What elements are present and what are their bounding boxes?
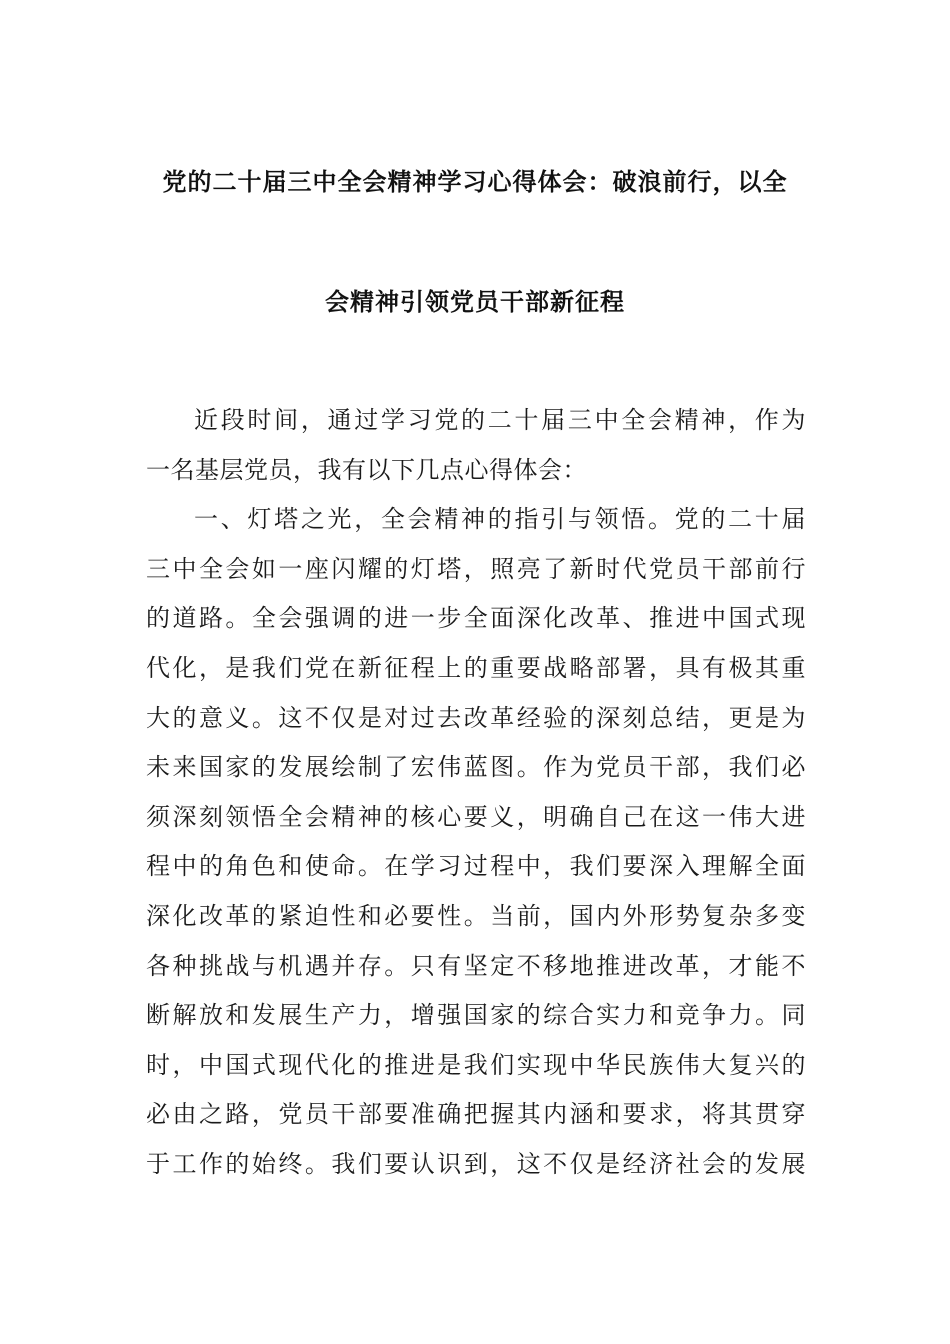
- paragraph-line: 须深刻领悟全会精神的核心要义，明确自己在这一伟大进: [146, 802, 806, 831]
- paragraph-line: 程中的角色和使命。在学习过程中，我们要深入理解全面: [146, 852, 806, 881]
- paragraph-line: 近段时间，通过学习党的二十届三中全会精神，作为: [194, 406, 806, 434]
- document-title-line-1: 党的二十届三中全会精神学习心得体会：破浪前行，以全: [162, 168, 788, 196]
- paragraph-line: 的道路。全会强调的进一步全面深化改革、推进中国式现: [146, 604, 806, 633]
- paragraph-line: 三中全会如一座闪耀的灯塔，照亮了新时代党员干部前行: [146, 554, 806, 583]
- paragraph-line: 一、灯塔之光，全会精神的指引与领悟。党的二十届: [194, 505, 806, 534]
- document-title-line-2: 会精神引领党员干部新征程: [325, 288, 625, 316]
- paragraph-line: 代化，是我们党在新征程上的重要战略部署，具有极其重: [146, 653, 806, 682]
- paragraph-line: 大的意义。这不仅是对过去改革经验的深刻总结，更是为: [146, 703, 806, 732]
- paragraph-line: 未来国家的发展绘制了宏伟蓝图。作为党员干部，我们必: [146, 753, 806, 782]
- paragraph-line: 各种挑战与机遇并存。只有坚定不移地推进改革，才能不: [146, 951, 806, 980]
- paragraph-line: 时，中国式现代化的推进是我们实现中华民族伟大复兴的: [146, 1050, 806, 1079]
- paragraph-line: 断解放和发展生产力，增强国家的综合实力和竞争力。同: [146, 1001, 806, 1030]
- paragraph-line: 于工作的始终。我们要认识到，这不仅是经济社会的发展: [146, 1149, 806, 1178]
- paragraph-line: 深化改革的紧迫性和必要性。当前，国内外形势复杂多变: [146, 901, 806, 930]
- paragraph-line: 一名基层党员，我有以下几点心得体会：: [146, 455, 587, 484]
- document-body: [146, 396, 806, 1190]
- paragraph-line: 必由之路，党员干部要准确把握其内涵和要求，将其贯穿: [146, 1100, 806, 1129]
